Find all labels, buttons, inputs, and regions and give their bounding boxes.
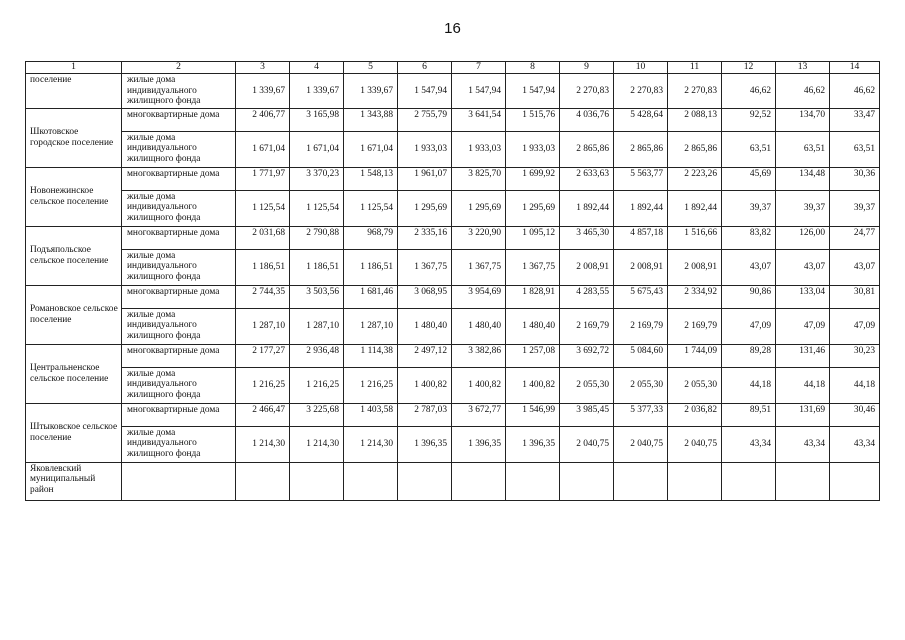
settlement-name: Шкотовское городское поселение [26,108,122,167]
table-cell: 3 225,68 [290,403,344,426]
housing-type: многоквартирные дома [122,403,236,426]
table-cell: 1 400,82 [398,367,452,403]
table-cell: 2 755,79 [398,108,452,131]
empty-cell [290,462,344,500]
table-cell: 1 295,69 [506,190,560,226]
table-cell: 3 825,70 [452,167,506,190]
table-cell: 2 008,91 [560,249,614,285]
column-header: 3 [236,62,290,74]
housing-type: жилые дома индивидуального жилищного фонда [122,131,236,167]
table-cell: 1 114,38 [344,344,398,367]
table-cell: 1 547,94 [506,74,560,109]
table-cell: 3 692,72 [560,344,614,367]
housing-type: многоквартирные дома [122,285,236,308]
table-cell: 45,69 [722,167,776,190]
table-cell: 1 480,40 [398,308,452,344]
table-cell: 1 216,25 [344,367,398,403]
table-cell: 1 339,67 [290,74,344,109]
table-cell: 47,09 [776,308,830,344]
table-cell: 89,28 [722,344,776,367]
table-cell: 5 675,43 [614,285,668,308]
table-cell: 133,04 [776,285,830,308]
table-cell: 2 497,12 [398,344,452,367]
table-cell: 2 040,75 [560,426,614,462]
table-cell: 1 367,75 [452,249,506,285]
settlement-name: Подъяпольское сельское поселение [26,226,122,285]
table-row [26,131,880,167]
tariff-table [25,61,880,501]
table-cell: 63,51 [722,131,776,167]
empty-cell [560,462,614,500]
table-cell: 1 933,03 [452,131,506,167]
header-row [26,62,880,74]
table-cell: 2 270,83 [560,74,614,109]
column-header: 10 [614,62,668,74]
table-cell: 1 396,35 [506,426,560,462]
table-cell: 43,34 [830,426,880,462]
table-cell: 1 214,30 [290,426,344,462]
table-cell: 3 165,98 [290,108,344,131]
table-row [26,167,880,190]
table-cell: 1 892,44 [560,190,614,226]
table-cell: 47,09 [830,308,880,344]
table-row [26,226,880,249]
table-cell: 2 088,13 [668,108,722,131]
table-cell: 5 377,33 [614,403,668,426]
column-header: 9 [560,62,614,74]
table-cell: 2 270,83 [614,74,668,109]
table-cell: 3 370,23 [290,167,344,190]
table-cell: 1 186,51 [290,249,344,285]
table-cell: 1 892,44 [668,190,722,226]
table-row [26,190,880,226]
housing-type: многоквартирные дома [122,108,236,131]
table-cell: 2 169,79 [668,308,722,344]
table-cell: 3 954,69 [452,285,506,308]
table-cell: 1 671,04 [290,131,344,167]
table-cell: 1 214,30 [344,426,398,462]
table-cell: 2 055,30 [614,367,668,403]
table-cell: 134,70 [776,108,830,131]
table-cell: 1 961,07 [398,167,452,190]
table-cell: 43,07 [776,249,830,285]
table-cell: 2 036,82 [668,403,722,426]
table-cell: 1 671,04 [344,131,398,167]
table-cell: 5 563,77 [614,167,668,190]
table-row [26,403,880,426]
table-cell: 968,79 [344,226,398,249]
table-cell: 2 169,79 [614,308,668,344]
table-cell: 1 933,03 [506,131,560,167]
table-cell: 46,62 [776,74,830,109]
table-cell: 2 169,79 [560,308,614,344]
housing-type: жилые дома индивидуального жилищного фонда [122,249,236,285]
table-cell: 30,81 [830,285,880,308]
column-header: 5 [344,62,398,74]
table-cell: 3 465,30 [560,226,614,249]
table-cell: 2 406,77 [236,108,290,131]
empty-cell [506,462,560,500]
table-cell: 3 382,86 [452,344,506,367]
table-cell: 1 396,35 [398,426,452,462]
table-cell: 2 865,86 [668,131,722,167]
table-cell: 2 055,30 [668,367,722,403]
table-cell: 1 480,40 [452,308,506,344]
table-cell: 134,48 [776,167,830,190]
table-cell: 1 671,04 [236,131,290,167]
table-cell: 46,62 [830,74,880,109]
empty-cell [776,462,830,500]
table-cell: 2 787,03 [398,403,452,426]
table-cell: 1 400,82 [506,367,560,403]
table-cell: 1 339,67 [236,74,290,109]
table-cell: 1 933,03 [398,131,452,167]
table-row [26,108,880,131]
table-cell: 33,47 [830,108,880,131]
table-cell: 2 223,26 [668,167,722,190]
table-cell: 2 008,91 [668,249,722,285]
table-cell: 3 503,56 [290,285,344,308]
table-cell: 1 216,25 [236,367,290,403]
table-cell: 3 641,54 [452,108,506,131]
column-header: 11 [668,62,722,74]
column-header: 7 [452,62,506,74]
empty-cell [830,462,880,500]
column-header: 1 [26,62,122,74]
table-cell: 1 339,67 [344,74,398,109]
table-cell: 43,07 [830,249,880,285]
table-cell: 126,00 [776,226,830,249]
settlement-name: Новонежинское сельское поселение [26,167,122,226]
table-cell: 1 828,91 [506,285,560,308]
table-cell: 3 672,77 [452,403,506,426]
table-cell: 2 335,16 [398,226,452,249]
table-cell: 43,07 [722,249,776,285]
settlement-name: Романовское сельское поселение [26,285,122,344]
table-cell: 83,82 [722,226,776,249]
table-cell: 39,37 [776,190,830,226]
table-cell: 1 396,35 [452,426,506,462]
table-cell: 2 270,83 [668,74,722,109]
table-cell: 1 515,76 [506,108,560,131]
table-cell: 1 295,69 [398,190,452,226]
housing-type: многоквартирные дома [122,344,236,367]
table-cell: 1 186,51 [344,249,398,285]
table-cell: 63,51 [776,131,830,167]
table-row [26,367,880,403]
column-header: 8 [506,62,560,74]
housing-type: жилые дома индивидуального жилищного фонда [122,74,236,109]
table-cell: 1 699,92 [506,167,560,190]
table-cell: 1 480,40 [506,308,560,344]
page-number: 16 [444,20,461,37]
table-cell: 63,51 [830,131,880,167]
table-cell: 30,23 [830,344,880,367]
table-cell: 1 547,94 [398,74,452,109]
table-cell: 2 466,47 [236,403,290,426]
table-cell: 4 283,55 [560,285,614,308]
table-cell: 1 744,09 [668,344,722,367]
table-cell: 24,77 [830,226,880,249]
settlement-name: Штыковское сельское поселение [26,403,122,462]
table-row [26,308,880,344]
empty-cell [122,462,236,500]
table-cell: 90,86 [722,285,776,308]
table-cell: 44,18 [722,367,776,403]
table-cell: 2 936,48 [290,344,344,367]
table-row [26,462,880,500]
table-cell: 2 177,27 [236,344,290,367]
table-cell: 46,62 [722,74,776,109]
table-cell: 4 036,76 [560,108,614,131]
table-cell: 131,69 [776,403,830,426]
table-cell: 1 216,25 [290,367,344,403]
table-cell: 1 095,12 [506,226,560,249]
housing-type: многоквартирные дома [122,226,236,249]
table-cell: 2 040,75 [614,426,668,462]
table-cell: 1 546,99 [506,403,560,426]
table-cell: 1 400,82 [452,367,506,403]
table-cell: 1 547,94 [452,74,506,109]
table-cell: 131,46 [776,344,830,367]
empty-cell [398,462,452,500]
table-cell: 1 367,75 [506,249,560,285]
table-cell: 5 428,64 [614,108,668,131]
settlement-name: Центральненское сельское поселение [26,344,122,403]
table-cell: 44,18 [776,367,830,403]
table-cell: 1 287,10 [344,308,398,344]
table-cell: 30,36 [830,167,880,190]
table-row [26,249,880,285]
empty-cell [452,462,506,500]
table-cell: 1 403,58 [344,403,398,426]
table-row [26,344,880,367]
table-cell: 2 865,86 [560,131,614,167]
table-cell: 1 186,51 [236,249,290,285]
table-cell: 1 257,08 [506,344,560,367]
table-cell: 2 031,68 [236,226,290,249]
table-cell: 2 865,86 [614,131,668,167]
table-cell: 39,37 [830,190,880,226]
table-cell: 2 633,63 [560,167,614,190]
housing-type: жилые дома индивидуального жилищного фонда [122,367,236,403]
table-cell: 1 295,69 [452,190,506,226]
column-header: 6 [398,62,452,74]
column-header: 14 [830,62,880,74]
table-cell: 1 516,66 [668,226,722,249]
table-row [26,74,880,109]
table-cell: 39,37 [722,190,776,226]
table-cell: 1 367,75 [398,249,452,285]
table-cell: 1 214,30 [236,426,290,462]
table-cell: 2 334,92 [668,285,722,308]
empty-cell [668,462,722,500]
empty-cell [614,462,668,500]
table-cell: 47,09 [722,308,776,344]
table-row [26,285,880,308]
column-header: 13 [776,62,830,74]
table-cell: 43,34 [722,426,776,462]
table-cell: 92,52 [722,108,776,131]
empty-cell [236,462,290,500]
housing-type: жилые дома индивидуального жилищного фонда [122,190,236,226]
table-row [26,426,880,462]
table-cell: 1 548,13 [344,167,398,190]
housing-type: жилые дома индивидуального жилищного фонда [122,308,236,344]
table-cell: 3 220,90 [452,226,506,249]
table-cell: 1 287,10 [236,308,290,344]
table-cell: 4 857,18 [614,226,668,249]
column-header: 4 [290,62,344,74]
table-cell: 2 008,91 [614,249,668,285]
table-cell: 30,46 [830,403,880,426]
table-cell: 2 790,88 [290,226,344,249]
table-cell: 1 681,46 [344,285,398,308]
settlement-name: Яковлевский муниципальный район [26,462,122,500]
table-cell: 44,18 [830,367,880,403]
table-cell: 2 040,75 [668,426,722,462]
empty-cell [344,462,398,500]
column-header: 2 [122,62,236,74]
table-cell: 1 125,54 [290,190,344,226]
settlement-name: поселение [26,74,122,109]
table-cell: 1 892,44 [614,190,668,226]
table-cell: 2 744,35 [236,285,290,308]
table-cell: 1 343,88 [344,108,398,131]
table-cell: 1 287,10 [290,308,344,344]
table-cell: 3 985,45 [560,403,614,426]
table-cell: 1 125,54 [344,190,398,226]
table-cell: 43,34 [776,426,830,462]
table-cell: 89,51 [722,403,776,426]
housing-type: многоквартирные дома [122,167,236,190]
table-cell: 1 125,54 [236,190,290,226]
column-header: 12 [722,62,776,74]
table-cell: 1 771,97 [236,167,290,190]
empty-cell [722,462,776,500]
table-cell: 3 068,95 [398,285,452,308]
housing-type: жилые дома индивидуального жилищного фонда [122,426,236,462]
table-cell: 2 055,30 [560,367,614,403]
table-cell: 5 084,60 [614,344,668,367]
